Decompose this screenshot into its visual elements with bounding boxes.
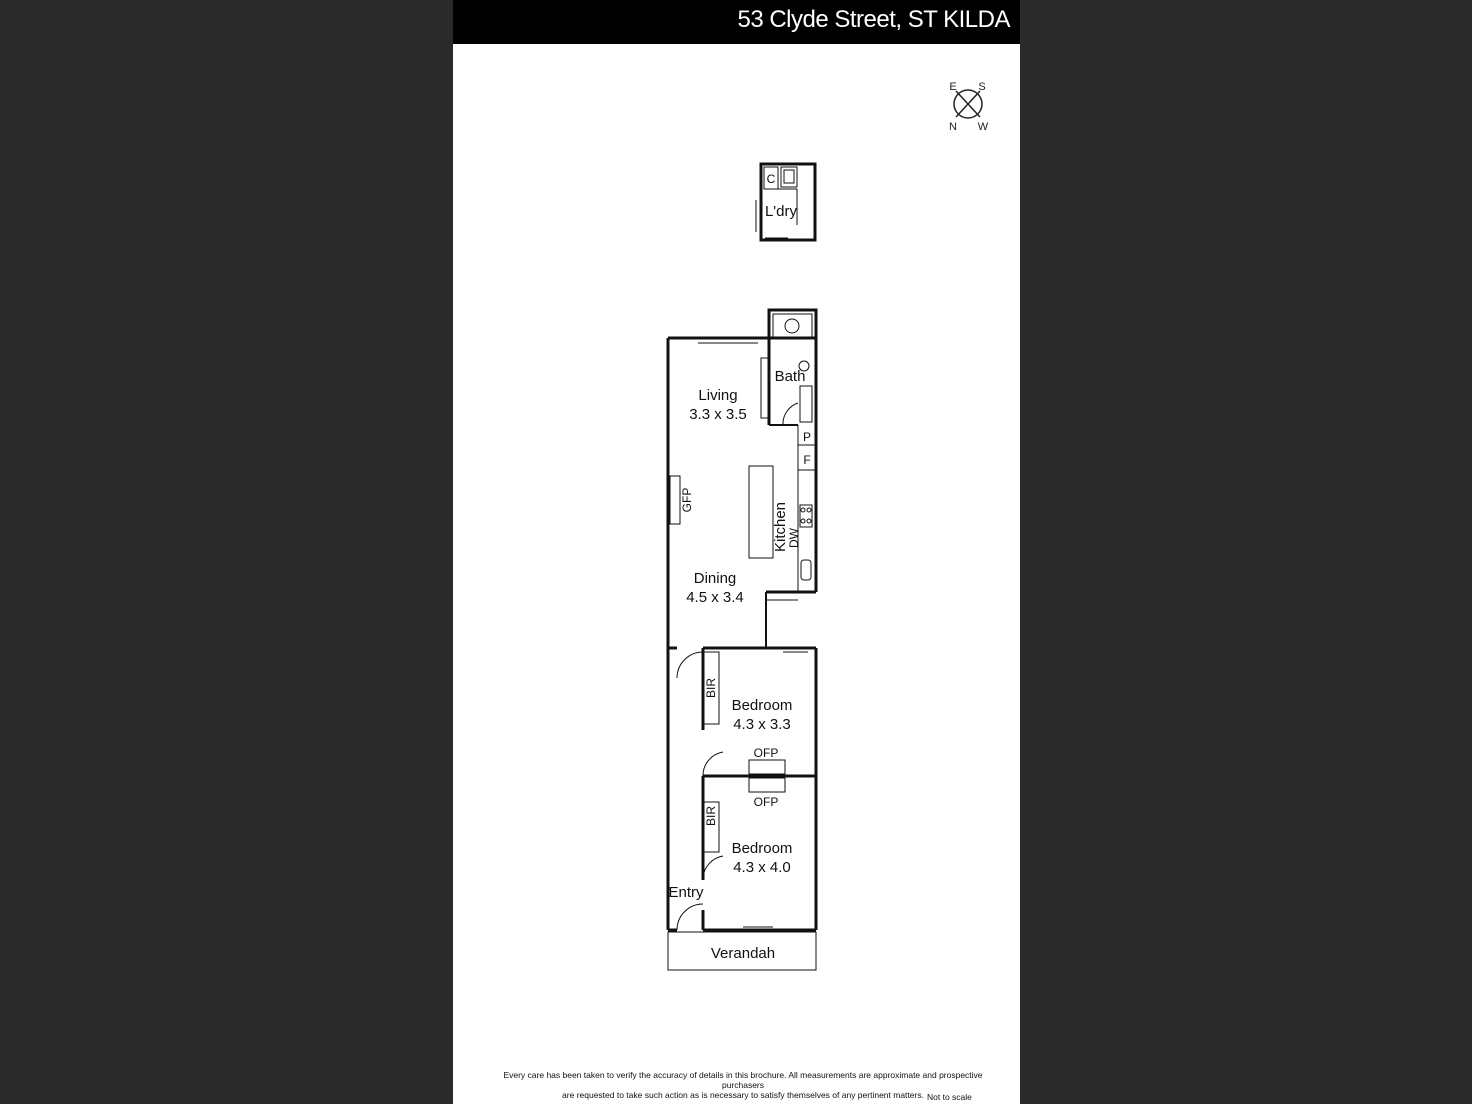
dishwasher-label: DW xyxy=(787,528,801,548)
bedroom2-size: 4.3 x 4.0 xyxy=(733,859,791,876)
compass-s: S xyxy=(978,81,986,93)
bath-label: Bath xyxy=(774,368,806,385)
bedroom2-label: Bedroom xyxy=(731,840,793,857)
laundry-room xyxy=(756,164,815,240)
living-size: 3.3 x 3.5 xyxy=(689,406,747,423)
verandah-label: Verandah xyxy=(710,945,776,962)
floorplan-sheet xyxy=(453,0,1020,1104)
bedroom1-label: Bedroom xyxy=(731,697,793,714)
compass-n: N xyxy=(949,121,957,133)
laundry-cupboard-label: C xyxy=(766,172,776,186)
disclaimer xyxy=(493,1070,993,1100)
dining-label: Dining xyxy=(693,570,737,587)
kitchen-label: Kitchen xyxy=(772,501,789,553)
ofp1-label: OFP xyxy=(753,746,779,760)
compass-e: E xyxy=(949,81,957,93)
compass-w: W xyxy=(977,121,989,133)
compass-icon xyxy=(949,81,989,133)
laundry-label: L'dry xyxy=(764,203,798,220)
property-address: 53 Clyde Street, ST KILDA xyxy=(737,6,1010,33)
gas-fireplace-label: GFP xyxy=(680,487,694,513)
fridge-label: F xyxy=(803,453,811,467)
floor-plan xyxy=(453,0,1020,1104)
bir1-label: BIR xyxy=(704,677,718,699)
not-to-scale-note: Not to scale xyxy=(927,1092,972,1102)
bedroom1-size: 4.3 x 3.3 xyxy=(733,716,791,733)
living-label: Living xyxy=(698,387,738,404)
ofp2-label: OFP xyxy=(753,795,779,809)
disclaimer-line2: are requested to take such action as is necessary to satisfy themselves of any pertinent matters. xyxy=(562,1090,924,1100)
entry-label: Entry xyxy=(668,884,704,901)
disclaimer-line1: Every care has been taken to verify the accuracy of details in this brochure. All measurements are approximate and prospective purchasers xyxy=(503,1070,983,1090)
bir2-label: BIR xyxy=(704,805,718,827)
pantry-label: P xyxy=(802,430,812,444)
dining-size: 4.5 x 3.4 xyxy=(686,589,744,606)
